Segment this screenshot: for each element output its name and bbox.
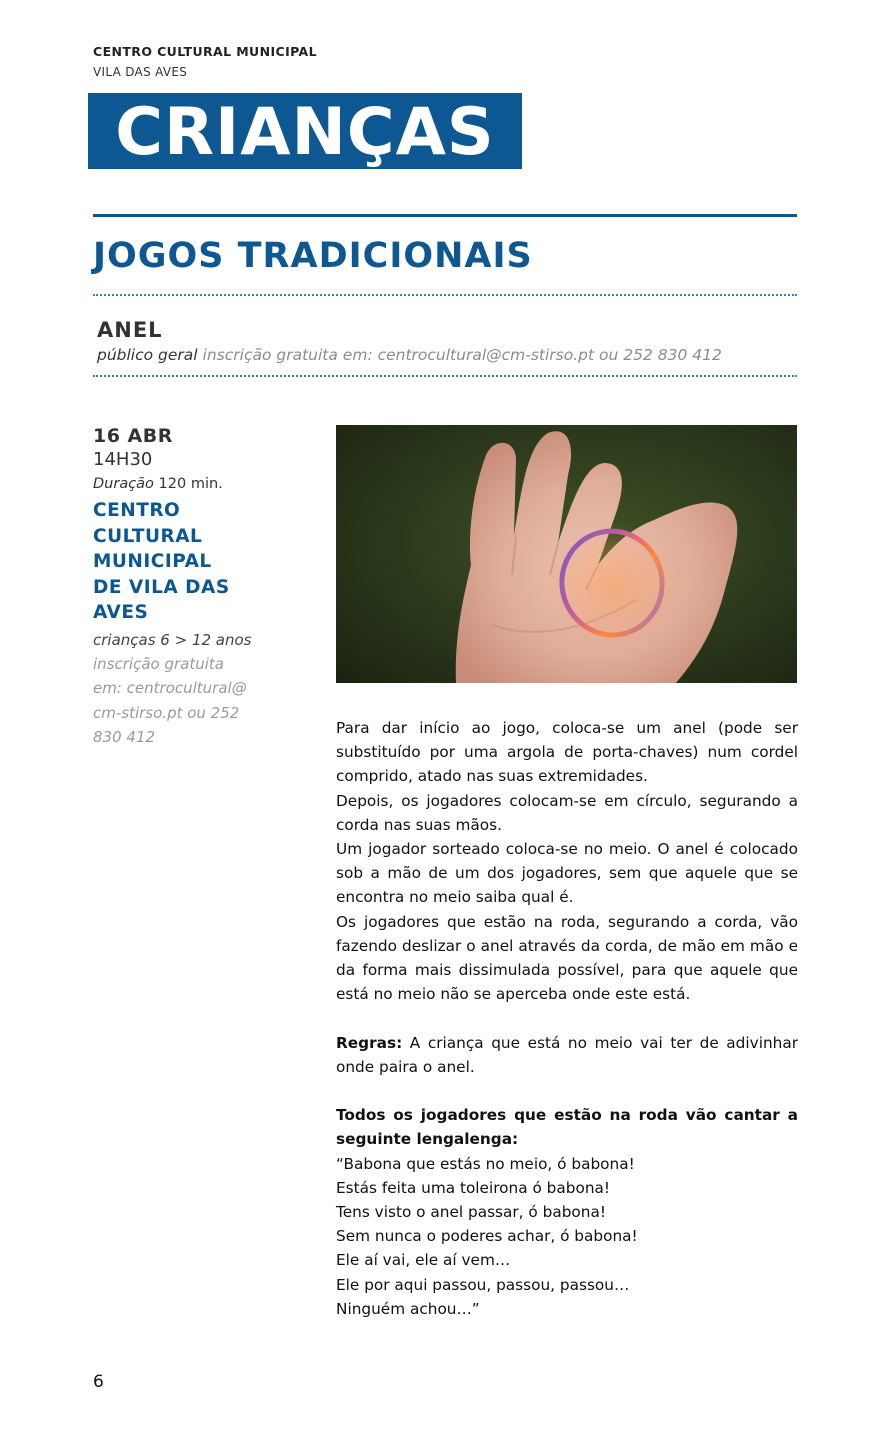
description-paragraph: Os jogadores que estão na roda, segurando a corda, vão fazendo deslizar o anel através da corda, de mão em mão e da forma mais dissimulada possível, para que aquele que está no meio não se aperceba onde este está.: [336, 912, 798, 1004]
registration-line: inscrição gratuita: [93, 654, 224, 673]
venue-line: AVES: [93, 602, 149, 623]
rhyme-line: Ninguém achou…”: [336, 1299, 480, 1318]
rules-label: Regras:: [336, 1033, 403, 1052]
category-title: CRIANÇAS: [115, 95, 495, 170]
game-description: [336, 716, 798, 1321]
organization-location: VILA DAS AVES: [93, 65, 188, 79]
organization-name: CENTRO CULTURAL MUNICIPAL: [93, 44, 317, 59]
rhyme-line: “Babona que estás no meio, ó babona!: [336, 1154, 635, 1173]
dotted-divider-top: [93, 294, 797, 296]
section-title: JOGOS TRADICIONAIS: [93, 236, 533, 276]
event-ages: crianças 6 > 12 anos: [93, 630, 252, 649]
event-title: ANEL: [97, 318, 163, 342]
duration-value: 120 min.: [158, 476, 223, 492]
venue-line: MUNICIPAL: [93, 551, 212, 572]
registration-line: 830 412: [93, 728, 156, 746]
rhyme: [336, 1152, 798, 1321]
event-date: 16 ABR: [93, 425, 173, 447]
event-duration: [93, 472, 293, 496]
song-intro: Todos os jogadores que estão na roda vão cantar a seguinte lengalenga:: [336, 1106, 798, 1149]
rules-paragraph: [336, 1031, 798, 1079]
rhyme-line: Ele aí vai, ele aí vem…: [336, 1251, 511, 1270]
registration-line: cm-stirso.pt ou 252: [93, 703, 240, 722]
description-paragraph: Depois, os jogadores colocam-se em círculo, segurando a corda nas suas mãos.: [336, 791, 798, 834]
event-registration-details: [93, 652, 293, 750]
rules-text: A criança que está no meio vai ter de adivinhar onde paira o anel.: [336, 1033, 798, 1076]
event-venue: [93, 498, 293, 626]
ring-in-hand-photo: [336, 425, 797, 683]
description-paragraph: Um jogador sorteado coloca-se no meio. O anel é colocado sob a mão de um dos jogadores, sem que aquele que se encontra no meio saiba qual é.: [336, 840, 798, 907]
description-paragraph: Para dar início ao jogo, coloca-se um anel (pode ser substituído por uma argola de porta-chaves) num cordel comprido, atado nas suas extremidades.: [336, 719, 798, 786]
rhyme-line: Estás feita uma toleirona ó babona!: [336, 1178, 611, 1197]
event-time: 14H30: [93, 449, 153, 470]
event-meta: [97, 346, 722, 364]
registration-line: em: centrocultural@: [93, 679, 247, 697]
venue-line: CENTRO: [93, 500, 181, 521]
rhyme-line: Tens visto o anel passar, ó babona!: [336, 1203, 606, 1222]
duration-label: Duração: [93, 476, 154, 492]
venue-line: CULTURAL: [93, 525, 203, 547]
event-details: [93, 424, 293, 750]
category-banner: [88, 93, 522, 169]
page-number: 6: [93, 1372, 104, 1392]
event-registration: inscrição gratuita em: centrocultural@cm-stirso.pt ou 252 830 412: [202, 346, 722, 364]
venue-line: DE VILA DAS: [93, 576, 230, 598]
event-audience: público geral: [97, 346, 198, 364]
rhyme-line: Ele por aqui passou, passou, passou…: [336, 1275, 630, 1294]
dotted-divider-bottom: [93, 375, 797, 377]
section-divider: [93, 214, 797, 217]
rhyme-line: Sem nunca o poderes achar, ó babona!: [336, 1227, 638, 1246]
